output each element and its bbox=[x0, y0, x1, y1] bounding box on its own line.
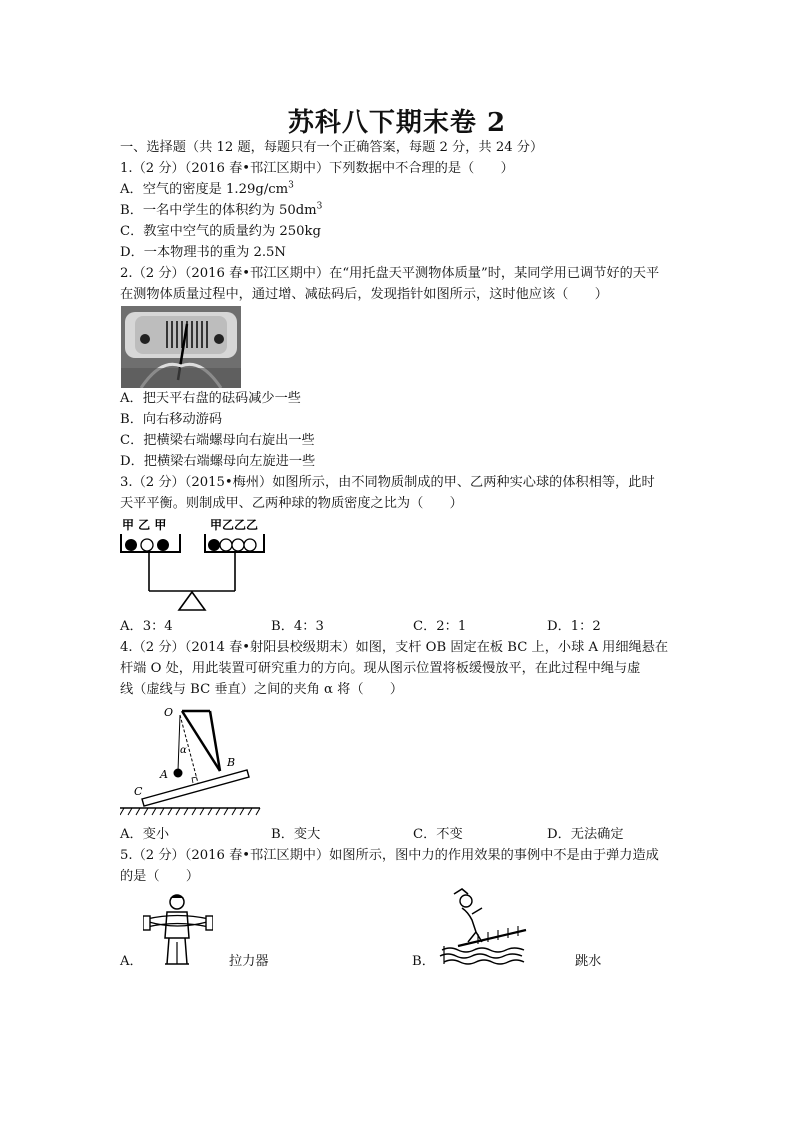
balance-pointer-photo bbox=[121, 306, 241, 388]
incline-pendulum-diagram bbox=[120, 703, 265, 820]
q3-option-d: D．1：2 bbox=[547, 619, 601, 634]
q5-option-a-label: 拉力器 bbox=[229, 954, 269, 969]
q2-stem-line1: 2.（2 分）（2016 春•邗江区期中）在“用托盘天平测物体质量”时，某同学用已调节好的天平 bbox=[120, 266, 660, 281]
q5-stem-line2: 的是（ ） bbox=[120, 869, 200, 884]
right-pan-label: 甲乙乙乙 bbox=[210, 518, 259, 532]
q4-stem-line1: 4.（2 分）（2014 春•射阳县校级期末）如图，支杆 OB 固定在板 BC 上，小球 A 用细绳悬在 bbox=[120, 640, 669, 655]
q1-option-d: D．一本物理书的重为 2.5N bbox=[120, 245, 286, 260]
q5-stem-line1: 5.（2 分）（2016 春•邗江区期中）如图所示，图中力的作用效果的事例中不是由于弹力造成 bbox=[120, 848, 659, 863]
q2-option-c: C．把横梁右端螺母向右旋出一些 bbox=[120, 433, 315, 448]
q2-stem-line2: 在测物体质量过程中，通过增、减砝码后，发现指针如图所示，这时他应该（ ） bbox=[120, 287, 608, 302]
balance-scale-diagram bbox=[118, 516, 268, 614]
page-title: 苏科八下期末卷 2 bbox=[287, 108, 507, 138]
section-heading: 一、选择题（共 12 题，每题只有一个正确答案，每题 2 分，共 24 分） bbox=[120, 140, 544, 155]
q3-option-c: C．2：1 bbox=[413, 619, 467, 634]
q2-option-b: B．向右移动游码 bbox=[120, 412, 223, 427]
q2-option-d: D．把横梁右端螺母向左旋进一些 bbox=[120, 454, 316, 469]
q5-option-b-label: 跳水 bbox=[575, 954, 602, 969]
q4-stem-line2: 杆端 O 处，用此装置可研究重力的方向。现从图示位置将板缓慢放平，在此过程中绳与虚 bbox=[120, 661, 641, 676]
label-alpha: α bbox=[180, 745, 187, 756]
q4-option-b: B．变大 bbox=[271, 827, 321, 842]
q1-option-a: A．空气的密度是 $1.29g/cm^3$ bbox=[120, 180, 294, 197]
q4-option-d: D．无法确定 bbox=[547, 827, 624, 842]
q1-option-c: C．教室中空气的质量约为 250kg bbox=[120, 224, 321, 239]
q4-stem-line3: 线（虚线与 BC 垂直）之间的夹角 α 将（ ） bbox=[120, 682, 404, 697]
label-b: B bbox=[227, 756, 236, 769]
q5-option-a-letter: A． bbox=[120, 954, 143, 969]
q4-option-c: C．不变 bbox=[413, 827, 463, 842]
q5-option-b-letter: B． bbox=[412, 954, 435, 969]
q4-option-a: A．变小 bbox=[120, 827, 170, 842]
q3-stem-line1: 3.（2 分）（2015•梅州）如图所示，由不同物质制成的甲、乙两种实心球的体积相等，此时 bbox=[120, 475, 655, 490]
q2-option-a: A．把天平右盘的砝码减少一些 bbox=[120, 391, 301, 406]
label-a: A bbox=[160, 768, 168, 781]
label-o: O bbox=[164, 706, 174, 719]
q3-option-b: B．4：3 bbox=[271, 619, 324, 634]
label-c: C bbox=[134, 785, 143, 798]
q1-option-b: B．一名中学生的体积约为 $50dm^3$ bbox=[120, 201, 323, 218]
q3-option-a: A．3：4 bbox=[120, 619, 173, 634]
expander-figure bbox=[143, 892, 213, 968]
q1-stem: 1.（2 分）（2016 春•邗江区期中）下列数据中不合理的是（ ） bbox=[120, 161, 514, 176]
q3-stem-line2: 天平平衡。则制成甲、乙两种球的物质密度之比为（ ） bbox=[120, 496, 463, 511]
diving-figure bbox=[438, 886, 528, 966]
left-pan-label: 甲 乙 甲 bbox=[122, 518, 167, 532]
